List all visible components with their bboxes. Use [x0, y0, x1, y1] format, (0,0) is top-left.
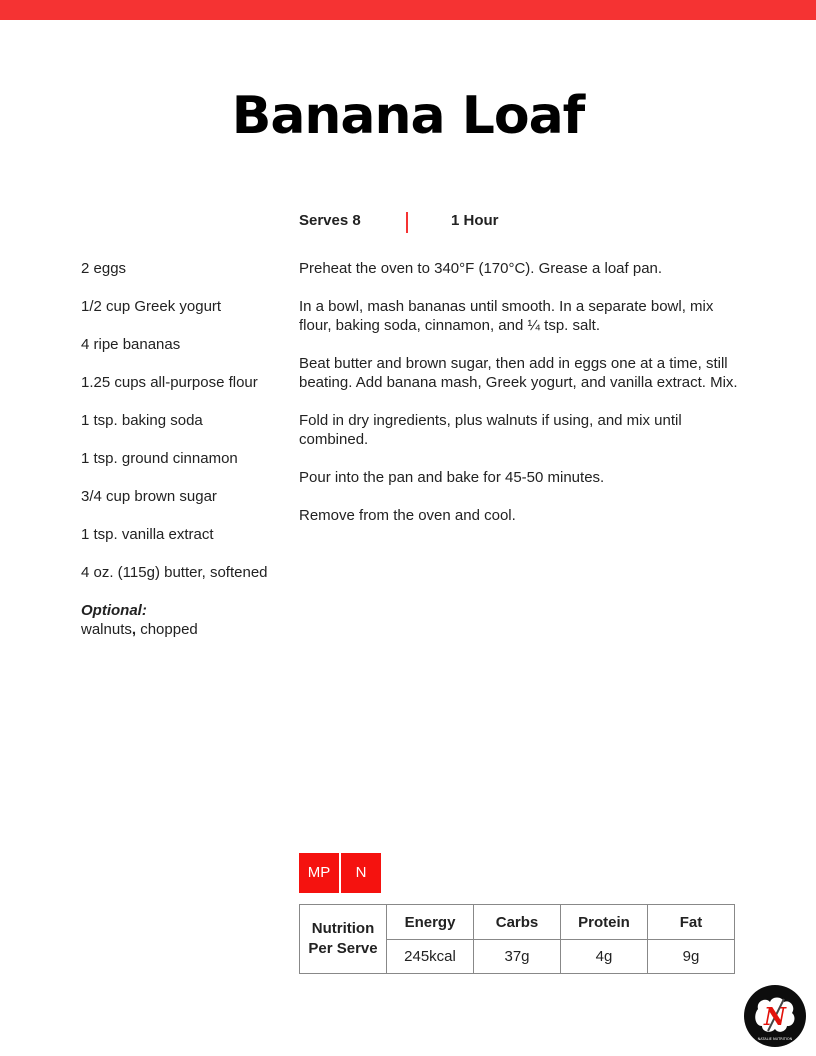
ingredient-item: 1 tsp. baking soda [81, 412, 203, 429]
ingredient-item: 3/4 cup brown sugar [81, 488, 217, 505]
optional-item-name: walnuts [81, 621, 132, 638]
serves-info: Serves 8 [299, 212, 361, 229]
nutrition-value: 245kcal [387, 940, 474, 974]
method-step: Beat butter and brown sugar, then add in eggs one at a time, still beating. Add banana mash, Greek yogurt, and vanilla extract. Mix. [299, 355, 738, 391]
method-step: Fold in dry ingredients, plus walnuts if using, and mix until combined. [299, 412, 682, 448]
ingredient-item: 1 tsp. ground cinnamon [81, 450, 238, 467]
ingredient-item: 1.25 cups all-purpose flour [81, 374, 258, 391]
optional-ingredient [81, 601, 281, 639]
optional-label: Optional: [81, 602, 147, 619]
method-step: Pour into the pan and bake for 45-50 minutes. [299, 469, 605, 486]
nutrition-header: Energy [387, 905, 474, 940]
nutrition-header: Fat [648, 905, 735, 940]
diet-tags [299, 853, 381, 893]
nutrition-value: 4g [561, 940, 648, 974]
top-accent-bar [0, 0, 816, 20]
svg-text:NATALIE NUTRITION: NATALIE NUTRITION [757, 1037, 793, 1041]
meta-divider [406, 212, 408, 233]
optional-item-rest: chopped [136, 621, 198, 638]
nutrition-value: 9g [648, 940, 735, 974]
ingredient-item: 1/2 cup Greek yogurt [81, 298, 222, 315]
nutrition-value: 37g [474, 940, 561, 974]
optional-item-comma: , [131, 621, 137, 638]
nutrition-table [299, 904, 735, 974]
tag-n: N [341, 853, 381, 893]
ingredients-list [81, 259, 281, 658]
method-step: Preheat the oven to 340°F (170°C). Grease a loaf pan. [299, 260, 663, 277]
nutrition-header: Protein [561, 905, 648, 940]
optional-item [81, 620, 281, 639]
ingredient-item: 1 tsp. vanilla extract [81, 526, 214, 543]
time-info: 1 Hour [451, 212, 499, 229]
ingredient-item: 4 oz. (115g) butter, softened [81, 564, 268, 581]
nn-logo-icon [744, 985, 806, 1047]
recipe-title: Banana Loaf [231, 86, 585, 146]
method-steps [299, 259, 739, 544]
method-step: In a bowl, mash bananas until smooth. In a separate bowl, mix flour, baking soda, cinnamon, and ¼ tsp. salt. [299, 298, 714, 334]
method-step: Remove from the oven and cool. [299, 507, 516, 524]
ingredient-item: 4 ripe bananas [81, 336, 181, 353]
nutrition-header: Carbs [474, 905, 561, 940]
ingredient-item: 2 eggs [81, 260, 127, 277]
tag-mp: MP [299, 853, 339, 893]
nutrition-label: Nutrition Per Serve [300, 905, 387, 974]
svg-text:N: N [764, 1002, 786, 1031]
